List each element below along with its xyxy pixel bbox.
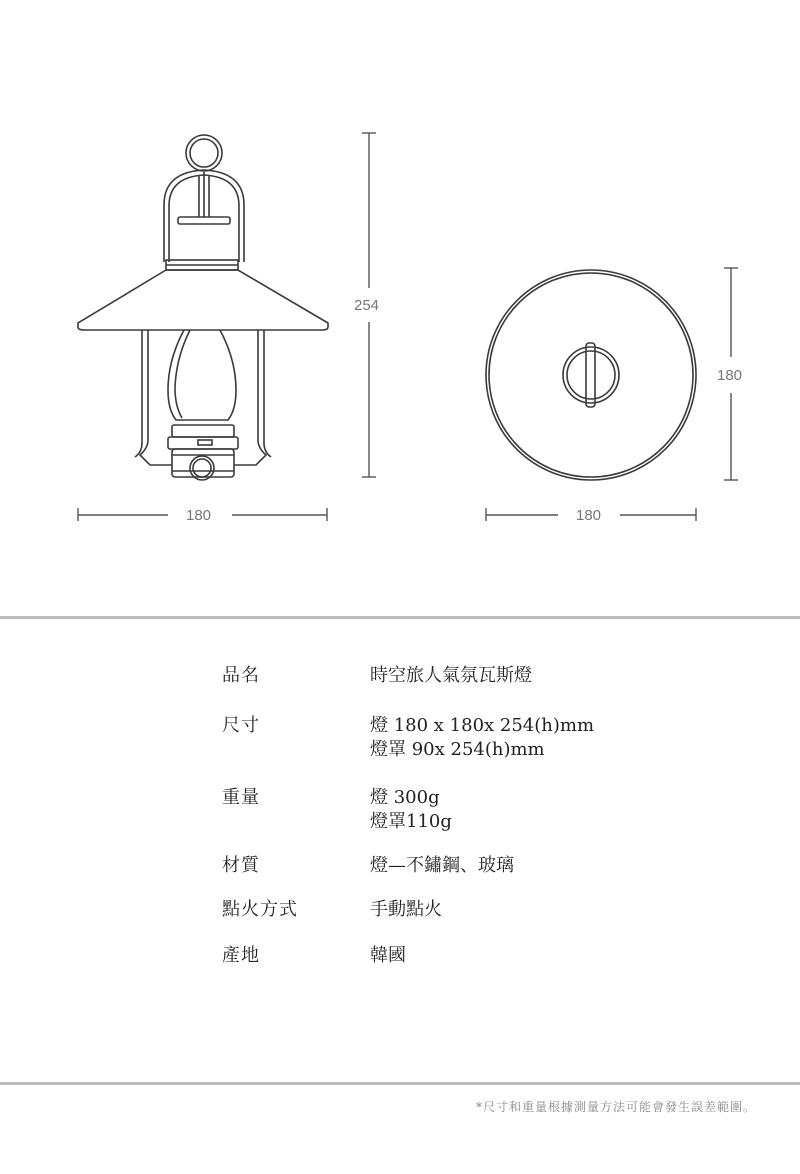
top-view-shade: [486, 270, 696, 480]
top-vertical-label: 180: [717, 367, 743, 384]
spec-value: 韓國: [370, 945, 406, 966]
spec-row-ignition: [222, 898, 722, 944]
spec-values: [370, 714, 594, 786]
spec-label: 產地: [222, 945, 260, 966]
top-divider: [0, 616, 800, 619]
spec-value: 燈罩110g: [370, 811, 452, 832]
spec-values: [370, 664, 532, 714]
spec-value: 燈罩 90x 254(h)mm: [370, 739, 545, 760]
lantern-front-view: [78, 135, 328, 480]
burner-base: [172, 425, 234, 437]
bottom-divider: [0, 1082, 800, 1085]
spec-row-material: [222, 854, 722, 898]
spec-value: 時空旅人氣氛瓦斯燈: [370, 665, 532, 686]
spec-values: [370, 854, 514, 898]
spec-row-name: [222, 664, 722, 714]
spec-value: 燈 300g: [370, 787, 440, 808]
disclaimer-footnote: *尺寸和重量根據測量方法可能會發生誤差範圍。: [475, 1100, 756, 1114]
spec-label: 品名: [222, 665, 260, 686]
spec-value: 燈—不鏽鋼、玻璃: [370, 855, 514, 876]
spec-values: [370, 944, 406, 984]
spec-table: [222, 664, 722, 984]
lantern-top-view: [486, 270, 696, 480]
top-horizontal-label: 180: [576, 507, 602, 524]
spec-row-origin: [222, 944, 722, 984]
spec-values: [370, 898, 442, 944]
cap-plate: [178, 217, 230, 224]
spec-label: 重量: [222, 787, 260, 808]
spec-label: 材質: [222, 855, 260, 876]
spec-values: [370, 786, 452, 854]
spec-value: 手動點火: [370, 899, 442, 920]
spec-row-weight: [222, 786, 722, 854]
top-view-ring: [563, 347, 619, 403]
spec-label: 點火方式: [222, 899, 298, 920]
product-drawing: [0, 0, 800, 560]
front-height-label: 254: [354, 297, 380, 314]
top-view-handle: [586, 343, 595, 407]
lamp-shade: [78, 270, 328, 330]
spec-label: 尺寸: [222, 715, 260, 736]
spec-value: 燈 180 x 180x 254(h)mm: [370, 715, 595, 736]
glass-chimney: [168, 330, 236, 420]
front-width-label: 180: [186, 507, 212, 524]
hanging-ring: [186, 135, 222, 171]
spec-row-size: [222, 714, 722, 786]
